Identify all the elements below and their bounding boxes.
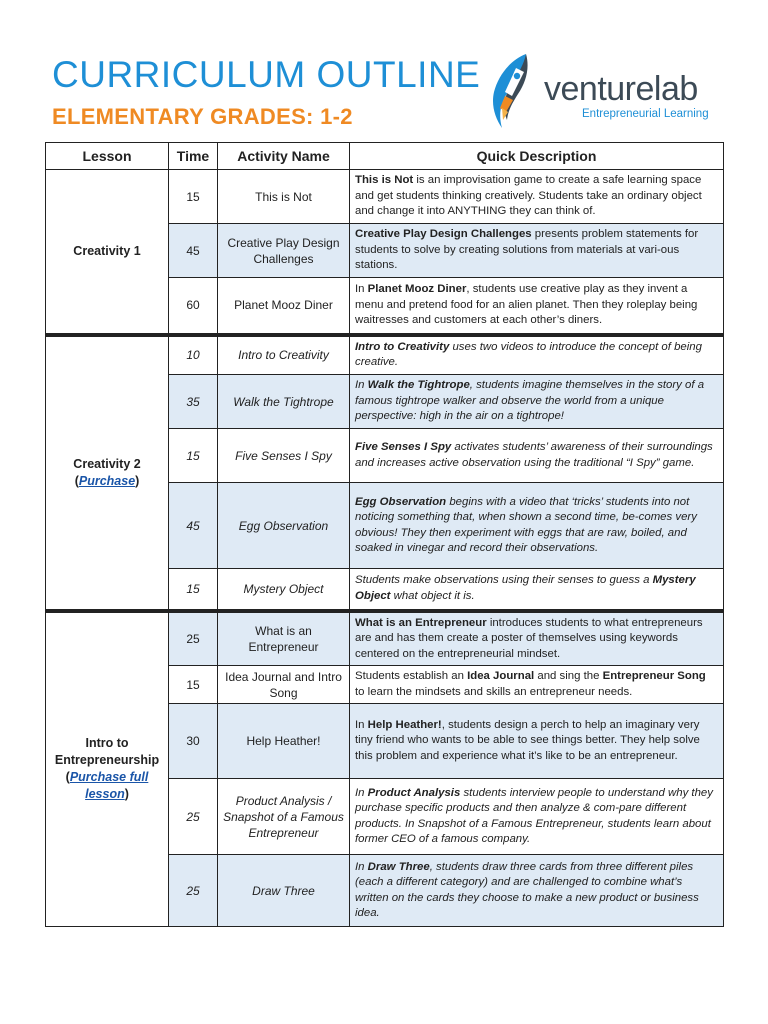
curriculum-table — [45, 142, 724, 927]
header-description: Quick Description — [350, 143, 724, 170]
description-highlight: This is Not — [355, 174, 414, 187]
description-cell — [350, 278, 724, 335]
description-highlight: Creative Play Design Challenges — [355, 228, 532, 241]
page-subtitle: ELEMENTARY GRADES: 1-2 — [52, 104, 353, 129]
rocket-icon — [486, 52, 544, 130]
lesson-name: Intro to — [85, 736, 129, 751]
table-row — [46, 170, 724, 224]
description-cell — [350, 170, 724, 224]
description-highlight: Draw Three — [367, 860, 430, 873]
description-cell — [350, 666, 724, 704]
description-cell — [350, 611, 724, 666]
activity-cell: What is an Entrepreneur — [218, 611, 350, 666]
description-highlight: Planet Mooz Diner — [367, 283, 467, 295]
lesson-name: Creativity 2 — [73, 456, 141, 471]
description-cell — [350, 483, 724, 569]
description-text: and sing the — [534, 670, 603, 682]
description-highlight: Product Analysis — [367, 786, 461, 799]
description-text: , students imagine themselves in the story of a famous tightrope walker and observe the world from a unique perspective: high in the air on a tightrope! — [355, 379, 705, 423]
lesson-name: Creativity 1 — [73, 243, 141, 258]
description-cell — [350, 224, 724, 278]
time-cell: 45 — [169, 483, 218, 569]
activity-cell: Walk the Tightrope — [218, 375, 350, 429]
description-highlight: Intro to Creativity — [355, 340, 450, 353]
description-highlight: Help Heather! — [367, 718, 442, 731]
link-text[interactable]: lesson — [85, 787, 125, 802]
description-text: Students establish an — [355, 670, 468, 682]
lesson-cell — [46, 170, 169, 335]
activity-cell: Product Analysis / Snapshot of a Famous Entrepreneur — [218, 779, 350, 855]
description-cell — [350, 429, 724, 483]
description-highlight: Entrepreneur Song — [602, 670, 706, 682]
table-row — [46, 335, 724, 375]
description-cell — [350, 779, 724, 855]
description-text: In — [355, 283, 368, 295]
description-cell — [350, 375, 724, 429]
time-cell: 15 — [169, 569, 218, 611]
description-text: In — [355, 379, 368, 392]
description-text: activates students’ awareness of their surroundings and increases active observation using the traditional “I Spy” game. — [355, 441, 713, 469]
description-text: what object it is. — [390, 589, 475, 602]
description-highlight: Walk the Tightrope — [367, 379, 470, 392]
description-text: , students design a perch to help an imaginary very tiny friend who wants to be able to see things better. They help solve this problem and experience what it’s like to be an entrepreneur. — [355, 718, 700, 762]
purchase-full-lesson-link[interactable] — [70, 770, 149, 801]
lesson-cell: Creativity 2 (Purchase) — [46, 335, 169, 611]
link-text[interactable]: Purchase full — [69, 770, 149, 785]
description-text: Students make observations using their senses to guess a — [355, 574, 653, 587]
description-text: In — [355, 786, 368, 799]
lesson-cell: Intro to Entrepreneurship (Purchase full lesson) — [46, 611, 169, 927]
activity-cell: Help Heather! — [218, 704, 350, 779]
logo-wordmark-lab: lab — [653, 70, 698, 108]
time-cell: 25 — [169, 779, 218, 855]
activity-cell: Draw Three — [218, 855, 350, 927]
time-cell: 25 — [169, 855, 218, 927]
lesson-name: Entrepreneurship — [54, 753, 160, 768]
venturelab-logo — [486, 52, 722, 130]
time-cell: 30 — [169, 704, 218, 779]
description-text: begins with a video that ‘tricks’ students into not noticing something that, when shown a second time, be-comes very obvious! They then experiment with eggs that are raw, boiled, and soaked in vinegar and record their observations. — [355, 495, 697, 554]
time-cell: 15 — [169, 170, 218, 224]
description-text: introduces students to what entrepreneurs are and has them create a poster of themselves using keywords centered on the entrepreneurial mindset. — [355, 616, 703, 660]
activity-cell: Five Senses I Spy — [218, 429, 350, 483]
table-row — [46, 611, 724, 666]
description-text: uses two videos to introduce the concept of being creative. — [355, 340, 702, 369]
time-cell: 10 — [169, 335, 218, 375]
description-text: In — [355, 718, 368, 731]
description-text: students interview people to understand why they purchase specific products and then analyze & com-pare different products. In Snapshot of a Famous Entrepreneur, students learn about former CEO of a famous company. — [355, 786, 713, 845]
activity-cell: Intro to Creativity — [218, 335, 350, 375]
description-cell — [350, 855, 724, 927]
header-time: Time — [169, 143, 218, 170]
time-cell: 60 — [169, 278, 218, 335]
logo-wordmark-venture: venture — [544, 70, 654, 108]
time-cell: 25 — [169, 611, 218, 666]
header-activity: Activity Name — [218, 143, 350, 170]
description-highlight: Five Senses I Spy — [355, 441, 452, 453]
activity-cell: Planet Mooz Diner — [218, 278, 350, 335]
logo-tagline: Entrepreneurial Learning — [582, 108, 709, 120]
time-cell: 45 — [169, 224, 218, 278]
description-cell — [350, 569, 724, 611]
description-text: presents problem statements for students to solve by creating solutions from materials at vari-ous stations. — [355, 228, 699, 272]
description-cell — [350, 335, 724, 375]
description-highlight: Egg Observation — [355, 495, 447, 508]
description-highlight: Idea Journal — [467, 670, 535, 682]
activity-cell: This is Not — [218, 170, 350, 224]
description-highlight: What is an Entrepreneur — [355, 616, 487, 629]
time-cell: 15 — [169, 429, 218, 483]
time-cell: 35 — [169, 375, 218, 429]
purchase-link[interactable]: Purchase — [78, 473, 136, 488]
logo-wordmark — [544, 70, 698, 109]
activity-cell: Creative Play Design Challenges — [218, 224, 350, 278]
description-text: is an improvisation game to create a safe learning space and get students thinking creatively. Students take an ordinary object and change it into ANYTHING they can think of. — [355, 174, 702, 218]
description-text: to learn the mindsets and skills an entrepreneur needs. — [355, 685, 633, 698]
header-lesson: Lesson — [46, 143, 169, 170]
activity-cell: Egg Observation — [218, 483, 350, 569]
description-text: In — [355, 860, 368, 873]
description-text: , students draw three cards from three different piles (each a different category) and are challenged to combine what’s written on the cards they choose to make a new product or business idea. — [355, 860, 699, 919]
page-title: CURRICULUM OUTLINE — [52, 54, 481, 95]
time-cell: 15 — [169, 666, 218, 704]
table-header-row — [46, 143, 724, 170]
description-highlight: Mystery Object — [355, 574, 696, 602]
description-text: , students use creative play as they invent a menu and pretend food for an alien planet. Then they roleplay being waitresses and customers at each other’s diners. — [355, 283, 698, 326]
activity-cell: Mystery Object — [218, 569, 350, 611]
description-cell — [350, 704, 724, 779]
activity-cell: Idea Journal and Intro Song — [218, 666, 350, 704]
